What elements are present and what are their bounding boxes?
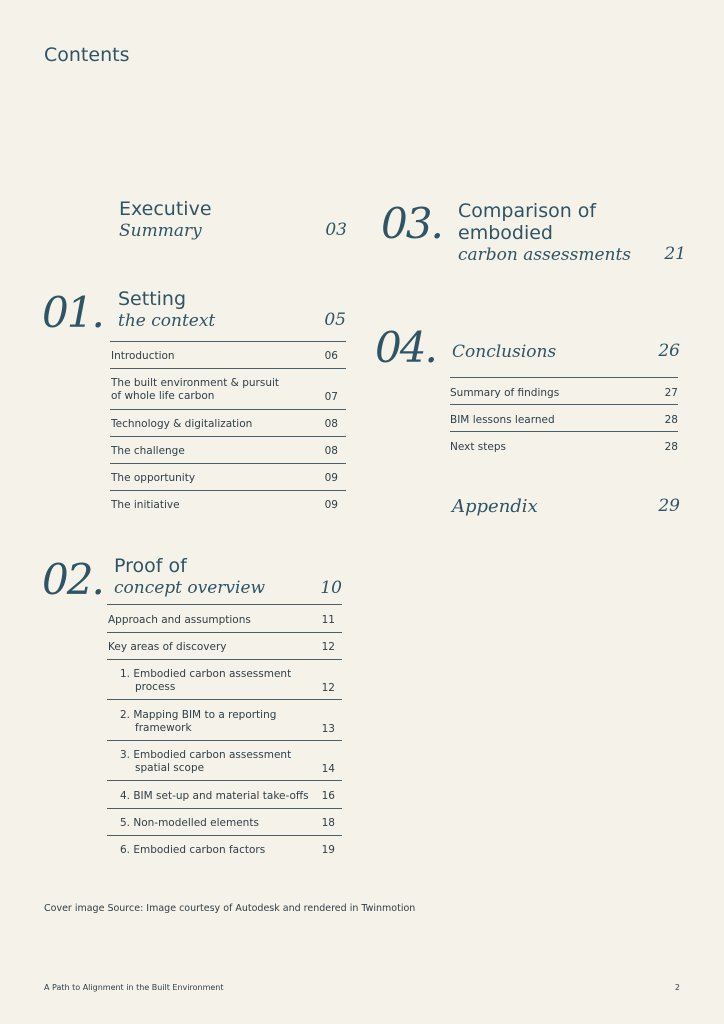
section-01-heading: Setting	[118, 288, 187, 310]
toc-item-page: 19	[321, 844, 335, 856]
toc-item-page: 28	[664, 414, 678, 426]
divider	[107, 699, 342, 700]
divider	[110, 463, 346, 464]
toc-item-line: 3. Embodied carbon assessment	[120, 749, 292, 761]
section-03-page: 21	[664, 244, 686, 264]
section-number-04: 04.	[375, 323, 436, 372]
section-number-01: 01.	[42, 288, 103, 337]
divider	[110, 341, 346, 342]
exec-summary-heading: Executive	[119, 198, 212, 220]
toc-item-page: 18	[321, 817, 335, 829]
toc-item-line: spatial scope	[135, 762, 205, 774]
divider	[450, 431, 678, 432]
appendix-heading[interactable]: Appendix	[452, 496, 538, 517]
toc-item-page: 27	[664, 387, 678, 399]
toc-item-page: 16	[321, 790, 335, 802]
toc-item-page: 06	[324, 350, 338, 362]
toc-item-line: 1. Embodied carbon assessment	[120, 668, 292, 680]
page-title: Contents	[44, 44, 130, 66]
toc-item-page: 08	[324, 445, 338, 457]
divider	[450, 377, 678, 378]
section-03-subheading: carbon assessments	[458, 245, 632, 265]
section-02-page: 10	[320, 578, 342, 598]
toc-item[interactable]: Technology & digitalization	[111, 418, 253, 430]
divider	[110, 368, 346, 369]
toc-item-line: The built environment & pursuit	[111, 377, 280, 389]
toc-item[interactable]	[120, 749, 291, 775]
toc-item-page: 28	[664, 441, 678, 453]
toc-item[interactable]: The opportunity	[111, 472, 196, 484]
toc-item[interactable]: The initiative	[111, 499, 180, 511]
divider	[107, 604, 342, 605]
toc-item[interactable]	[120, 709, 276, 735]
toc-item-page: 12	[321, 641, 335, 653]
divider	[107, 780, 342, 781]
toc-item-page: 14	[321, 763, 335, 775]
section-03-heading-line2: embodied	[458, 222, 553, 244]
toc-item[interactable]: Next steps	[450, 441, 506, 453]
divider	[107, 659, 342, 660]
toc-item[interactable]	[120, 668, 291, 694]
section-number-02: 02.	[42, 555, 103, 604]
toc-item[interactable]: BIM lessons learned	[450, 414, 555, 426]
section-01-page: 05	[324, 310, 346, 330]
toc-item-page: 12	[321, 682, 335, 694]
toc-item[interactable]: The challenge	[111, 445, 185, 457]
toc-item-page: 13	[321, 723, 335, 735]
toc-item[interactable]: 6. Embodied carbon factors	[120, 844, 266, 856]
toc-item[interactable]	[111, 377, 279, 403]
section-01-subheading: the context	[118, 311, 216, 331]
toc-item[interactable]: 5. Non-modelled elements	[120, 817, 259, 829]
divider	[450, 404, 678, 405]
section-04-heading: Conclusions	[452, 342, 557, 362]
toc-item[interactable]: Key areas of discovery	[108, 641, 227, 653]
toc-item[interactable]: 4. BIM set-up and material take-offs	[120, 790, 309, 802]
exec-summary-subheading: Summary	[119, 221, 202, 241]
toc-item[interactable]: Approach and assumptions	[108, 614, 251, 626]
divider	[107, 808, 342, 809]
toc-item-page: 09	[324, 499, 338, 511]
toc-item-page: 07	[324, 391, 338, 403]
cover-image-caption: Cover image Source: Image courtesy of Autodesk and rendered in Twinmotion	[44, 903, 416, 914]
toc-item-page: 08	[324, 418, 338, 430]
toc-item-line: 2. Mapping BIM to a reporting	[120, 709, 277, 721]
divider	[110, 409, 346, 410]
section-02-subheading: concept overview	[114, 578, 266, 598]
exec-summary-page: 03	[325, 220, 347, 240]
toc-item[interactable]: Introduction	[111, 350, 175, 362]
divider	[110, 436, 346, 437]
section-03-heading: Comparison of	[458, 200, 597, 222]
footer-document-title: A Path to Alignment in the Built Environment	[44, 983, 224, 992]
section-02-heading: Proof of	[114, 555, 187, 577]
toc-item-page: 11	[321, 614, 335, 626]
section-number-03: 03.	[381, 199, 442, 248]
section-04-page: 26	[658, 341, 680, 361]
divider	[110, 490, 346, 491]
divider	[107, 835, 342, 836]
toc-item-line: process	[135, 681, 176, 693]
divider	[107, 740, 342, 741]
divider	[107, 632, 342, 633]
appendix-page: 29	[658, 496, 680, 516]
toc-item-line: of whole life carbon	[111, 390, 215, 402]
toc-item-page: 09	[324, 472, 338, 484]
toc-item[interactable]: Summary of findings	[450, 387, 560, 399]
toc-item-line: framework	[135, 722, 192, 734]
footer-page-number: 2	[674, 983, 680, 992]
